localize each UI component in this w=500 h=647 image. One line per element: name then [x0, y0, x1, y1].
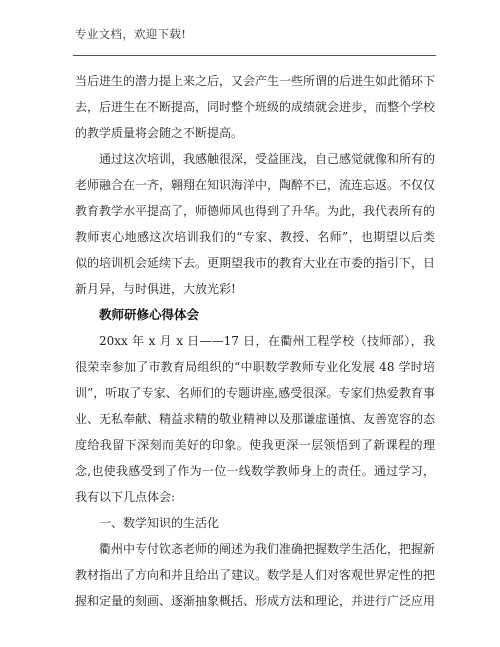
document-header: 专业文档，欢迎下载!	[75, 27, 187, 41]
paragraph-introduction: 20xx 年 x 月 x 日——17 日，在衢州工程学校（技师部），我很荣幸参加了市教育局组织的“中职数学教师专业化发展 48 学时培训”，听取了专家、名师们的专题讲座,感受很深。专家们热爱教育事业、无私奉献、精益求精的敬业精神以及那谦虚谨慎、友善宽容的态度给我留下深刻而美好的印象。使我更深一层领悟到了新课程的理念,也使我感受到了作为一位一线数学教师身上的责任。通过学习，我有以下几点体会:	[75, 334, 436, 504]
section-heading: 一、数学知识的生活化	[99, 516, 220, 530]
header-divider	[73, 55, 436, 56]
document-body	[75, 68, 435, 614]
section-title: 教师研修心得体会	[99, 307, 200, 322]
paragraph-training-reflection: 通过这次培训，我感触很深，受益匪浅，自己感觉就像和所有的老师融合在一齐，翱翔在知识海洋中，陶醉不已，流连忘返。不仅仅教育教学水平提高了，师德师风也得到了升华。为此，我代表所有的教师衷心地感这次培训我们的“专家、教授、名师”，也期望以后类似的培训机会延续下去。更期望我市的教育大业在市委的指引下，日新月异，与时俱进，大放光彩!	[75, 152, 436, 296]
paragraph-continuation: 当后进生的潜力提上来之后，又会产生一些所谓的后进生如此循环下去，后进生在不断提高，同时整个班级的成绩就会进步，而整个学校的教学质量将会随之不断提高。	[75, 74, 436, 140]
paragraph-math-life: 衢州中专付钦忞老师的阐述为我们准确把握数学生活化，把握新教材指出了方向和并且给出了建议。数学是人们对客观世界定性的把握和定量的刻画、逐渐抽象概括、形成方法和理论，并进行广泛应用	[75, 542, 436, 608]
